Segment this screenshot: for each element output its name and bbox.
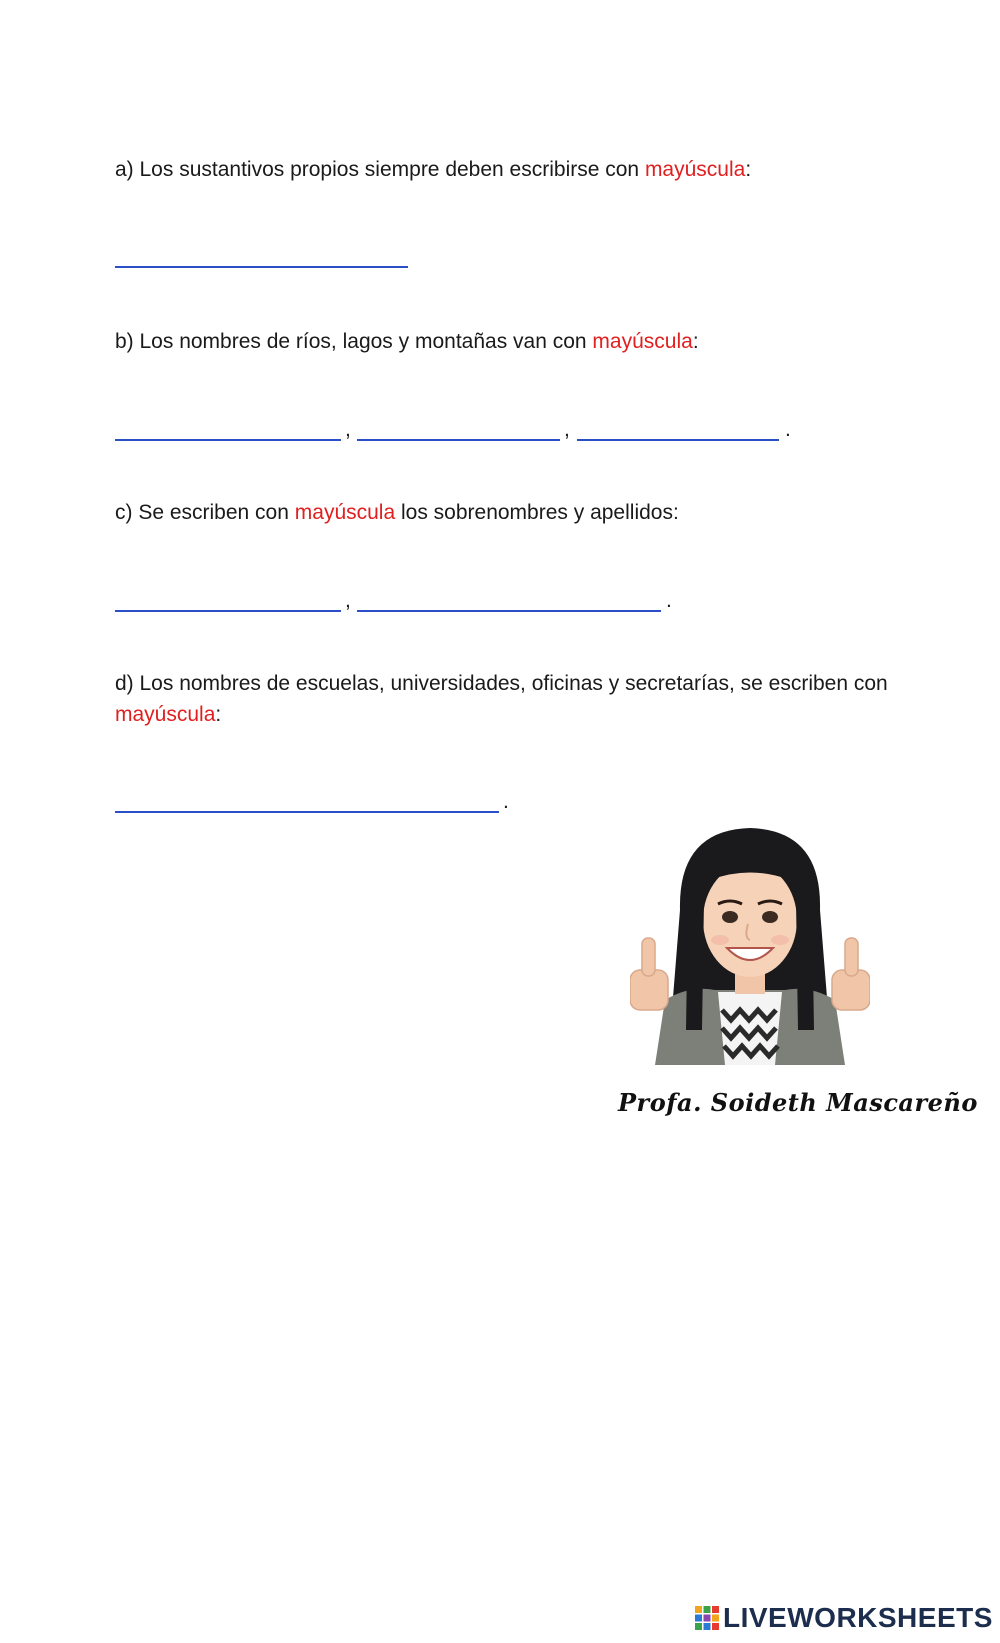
comma: , xyxy=(564,418,570,441)
liveworksheets-logo-icon xyxy=(695,1606,719,1630)
answer-blank-b2[interactable] xyxy=(357,439,560,441)
question-c: c) Se escriben con mayúscula los sobrenombres y apellidos: xyxy=(115,501,679,524)
answer-blank-c2[interactable] xyxy=(357,610,661,612)
comma: , xyxy=(345,589,351,612)
answer-blank-d[interactable] xyxy=(115,811,499,813)
question-b: b) Los nombres de ríos, lagos y montañas van con mayúscula: xyxy=(115,330,699,353)
period: . xyxy=(503,790,509,813)
question-d: d) Los nombres de escuelas, universidades, oficinas y secretarías, se escriben con mayúscula: xyxy=(115,672,888,726)
answer-blank-b3[interactable] xyxy=(577,439,779,441)
teacher-signature: Profa. Soideth Mascareño xyxy=(618,1088,978,1117)
answer-blank-b1[interactable] xyxy=(115,439,341,441)
answer-blank-c1[interactable] xyxy=(115,610,341,612)
question-a: a) Los sustantivos propios siempre deben escribirse con mayúscula: xyxy=(115,158,752,181)
brand-name: LIVEWORKSHEETS xyxy=(723,1602,993,1633)
comma: , xyxy=(345,418,351,441)
answer-blank-a[interactable] xyxy=(115,266,408,268)
teacher-avatar xyxy=(630,820,870,1065)
period: . xyxy=(666,589,672,612)
period: . xyxy=(785,418,791,441)
liveworksheets-brand xyxy=(695,1603,993,1633)
